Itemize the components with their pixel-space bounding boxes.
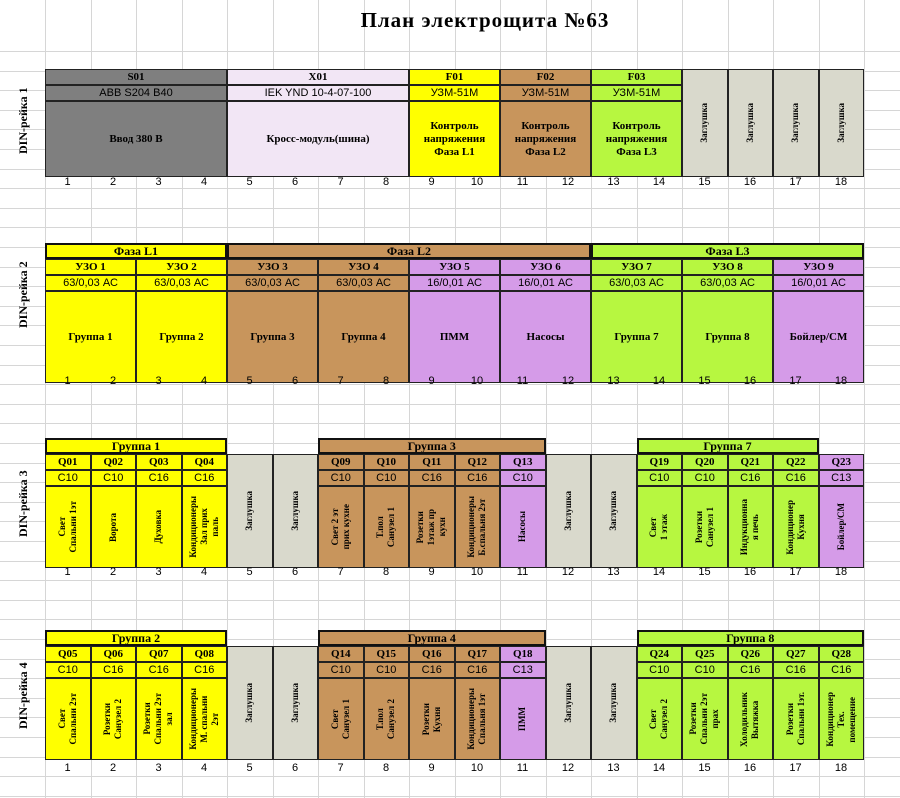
module-description-text: Группа 1 [68,330,113,343]
module-description-text: Свет Санузел 2 [648,698,670,740]
module-code: Q11 [409,454,455,470]
slot-number: 9 [428,566,435,578]
module-description [45,678,91,760]
module-description-text: Кросс-модуль(шина) [266,132,370,145]
plug-label: Заглушка [289,491,300,531]
group-header: Фаза L3 [591,243,864,259]
module-description [136,486,182,568]
module-code: Q16 [409,646,455,662]
module-description-text: Розетки Кухня [420,702,442,736]
slot-number: 10 [470,176,484,188]
module-description-text: Духовка [153,510,164,544]
module-description-text: Свет 1 этаж [648,513,670,541]
module-code: Q17 [455,646,501,662]
module-description-text: Бойлер/СМ [789,330,848,343]
slot-number: 11 [516,762,529,774]
slot-number: 13 [607,375,620,387]
slot-number: 5 [246,762,253,774]
module-description [591,101,682,177]
slot-number: 7 [337,566,344,578]
module-code: Q05 [45,646,91,662]
grid-line-horizontal [0,227,900,228]
module-description-text: Т.пол Санузел 1 [375,506,397,548]
module-description-text: Розетки 1этаж пр кухн [415,508,448,546]
slot-number: 16 [743,762,757,774]
module-description [227,291,318,383]
module-code: F02 [500,69,591,85]
module-spec: C10 [318,470,364,486]
module-description-text: Контроль напряжения Фаза L3 [605,119,668,158]
module-description-text: Кондиционеры Спальня 1эт [466,688,488,750]
module-spec: C16 [773,662,819,678]
module-description-text: Свет 2 эт прих кухне [329,504,351,550]
slot-number: 9 [428,762,435,774]
module-code: УЗО 1 [45,259,136,275]
module-description-text: ПММ [439,330,470,343]
module-spec: C16 [182,470,228,486]
module-spec: УЗМ-51М [409,85,500,101]
module-spec: C10 [45,470,91,486]
grid-line-horizontal [0,208,900,209]
module-description-text: Розетки Санузел 1 [693,506,715,548]
plug-module [273,454,319,568]
slot-number: 6 [291,176,299,188]
plug-module [591,646,637,760]
slot-number: 6 [291,375,299,387]
module-code: Q15 [364,646,410,662]
module-code: Q02 [91,454,137,470]
module-description [728,486,774,568]
slot-number: 7 [337,176,344,188]
module-spec: 63/0,03 АС [227,275,318,291]
module-code: Q14 [318,646,364,662]
plug-label: Заглушка [608,491,619,531]
module-description [409,291,500,383]
group-header: Фаза L1 [45,243,227,259]
module-spec: 16/0,01 АС [773,275,864,291]
plug-label: Заглушка [835,103,846,143]
module-code: Q06 [91,646,137,662]
grid-line-horizontal [0,188,900,189]
module-description-text: Розетки Спальни 2эт зал [142,693,175,745]
group-header: Группа 2 [45,630,227,646]
plug-label: Заглушка [562,491,573,531]
slot-number: 1 [64,762,71,774]
plug-module [728,69,774,177]
slot-number: 10 [470,762,484,774]
module-description-text: Группа 3 [250,330,295,343]
slot-number: 14 [652,762,666,774]
group-header: Группа 8 [637,630,865,646]
slot-number: 2 [109,566,117,578]
module-code: Q19 [637,454,683,470]
module-description-text: Кондиционер Кухня [784,499,806,555]
module-code: Q13 [500,454,546,470]
page-title: План электрощита №63 [360,8,610,32]
module-description-text: Насосы [517,511,528,543]
module-spec: C16 [728,470,774,486]
slot-number: 12 [561,375,575,387]
slot-number: 4 [200,375,208,387]
slot-number: 16 [743,375,757,387]
module-spec: C10 [364,662,410,678]
module-code: Q12 [455,454,501,470]
module-description-text: Бойлер/СМ [835,503,846,551]
module-description [409,101,500,177]
module-description-text: Контроль напряжения Фаза L1 [423,119,486,158]
group-header: Группа 7 [637,438,819,454]
group-header: Фаза L2 [227,243,591,259]
plug-label: Заглушка [744,103,755,143]
module-code: X01 [227,69,409,85]
slot-number: 18 [834,762,848,774]
module-description-text: Кондиционер Тех. помещение [824,691,857,747]
slot-number: 18 [834,176,848,188]
module-code: Q21 [728,454,774,470]
module-description [819,678,865,760]
slot-number: 8 [382,176,390,188]
plug-label: Заглушка [562,683,573,723]
plug-label: Заглушка [699,103,710,143]
module-spec: 16/0,01 АС [409,275,500,291]
module-spec: C16 [455,662,501,678]
module-description [637,678,683,760]
slot-number: 8 [382,375,390,387]
slot-number: 6 [291,566,299,578]
slot-number: 3 [155,762,162,774]
module-spec: C10 [637,662,683,678]
plug-label: Заглушка [608,683,619,723]
module-description [728,678,774,760]
slot-number: 15 [698,566,711,578]
slot-number: 3 [155,375,162,387]
module-description [318,291,409,383]
module-spec: C16 [773,470,819,486]
slot-number: 9 [428,375,435,387]
module-spec: C10 [500,470,546,486]
module-code: УЗО 6 [500,259,591,275]
slot-number: 11 [516,375,529,387]
plug-module [682,69,728,177]
module-description [182,678,228,760]
module-description-text: Розетки Спальни 1эт. [784,692,806,746]
module-code: Q28 [819,646,865,662]
slot-number: 14 [652,566,666,578]
module-description-text: ПММ [517,707,528,731]
module-spec: C10 [45,662,91,678]
module-spec: 63/0,03 АС [318,275,409,291]
slot-number: 11 [516,566,529,578]
slot-number: 6 [291,762,299,774]
module-description [773,486,819,568]
slot-number: 16 [743,176,757,188]
module-description-text: Кондиционеры Б.спальня 2эт [466,496,488,558]
module-spec: C16 [409,470,455,486]
din-rail-label: DIN-рейка 1 [16,87,30,155]
group-header: Группа 4 [318,630,546,646]
module-code: Q10 [364,454,410,470]
module-code: УЗО 5 [409,259,500,275]
slot-number: 12 [561,176,575,188]
grid-line-horizontal [0,423,900,424]
module-description [409,678,455,760]
module-description [364,486,410,568]
slot-number: 13 [607,762,620,774]
plug-module [227,454,273,568]
grid-line-horizontal [0,796,900,797]
slot-number: 5 [246,176,253,188]
grid-line-horizontal [0,776,900,777]
module-code: Q01 [45,454,91,470]
slot-number: 17 [789,176,802,188]
slot-number: 13 [607,176,620,188]
module-description [773,678,819,760]
slot-number: 12 [561,762,575,774]
slot-number: 1 [64,176,71,188]
module-description-text: Ворота [107,512,118,542]
slot-number: 5 [246,375,253,387]
module-description [500,678,546,760]
module-spec: C10 [91,470,137,486]
module-description [682,291,773,383]
module-spec: C10 [637,470,683,486]
module-code: Q08 [182,646,228,662]
module-code: Q03 [136,454,182,470]
module-description-text: Розетки Санузел 2 [102,698,124,740]
module-code: Q20 [682,454,728,470]
module-code: Q24 [637,646,683,662]
module-spec: C10 [682,470,728,486]
module-description-text: Кондиционеры Зал прих паль [187,496,220,558]
slot-number: 18 [834,566,848,578]
plug-label: Заглушка [244,491,255,531]
module-spec: 63/0,03 АС [45,275,136,291]
module-description-text: Холодильник Вытяжка [739,691,761,747]
module-code: Q23 [819,454,865,470]
plug-module [227,646,273,760]
slot-number: 2 [109,762,117,774]
module-spec: C16 [136,662,182,678]
module-spec: 63/0,03 АС [682,275,773,291]
module-code: Q07 [136,646,182,662]
slot-number: 16 [743,566,757,578]
module-description [591,291,682,383]
module-description-text: Индукционна я печь [739,498,761,556]
module-spec: C10 [318,662,364,678]
module-description-text: Ввод 380 В [109,132,163,145]
slot-number: 4 [200,176,208,188]
plug-module [591,454,637,568]
module-code: Q25 [682,646,728,662]
module-spec: C13 [500,662,546,678]
module-description [45,101,227,177]
slot-number: 8 [382,762,390,774]
slot-number: 8 [382,566,390,578]
slot-number: 17 [789,566,802,578]
module-description-text: Группа 8 [705,330,750,343]
module-code: УЗО 4 [318,259,409,275]
slot-number: 2 [109,176,117,188]
module-description-text: Свет Спальни 2эт [56,693,78,745]
module-spec: C16 [728,662,774,678]
module-description-text: Т.пол Санузел 2 [375,698,397,740]
module-description [773,291,864,383]
module-description [318,486,364,568]
module-description [682,678,728,760]
module-description-text: Группа 7 [614,330,659,343]
slot-number: 1 [64,566,71,578]
slot-number: 15 [698,176,711,188]
module-code: УЗО 3 [227,259,318,275]
slot-number: 7 [337,762,344,774]
module-code: Q09 [318,454,364,470]
module-description [45,486,91,568]
grid-line-horizontal [0,619,900,620]
module-spec: C16 [409,662,455,678]
slot-number: 7 [337,375,344,387]
module-spec: УЗМ-51М [500,85,591,101]
slot-number: 15 [698,375,711,387]
module-description [637,486,683,568]
module-description [500,486,546,568]
module-code: F01 [409,69,500,85]
plug-label: Заглушка [790,103,801,143]
module-description-text: Кондиционеры М. спальни 2эт [187,688,220,750]
grid-line-horizontal [0,51,900,52]
plug-module [546,454,592,568]
plug-label: Заглушка [289,683,300,723]
module-description-text: Свет Санузел 1 [329,698,351,740]
slot-number: 1 [64,375,71,387]
module-code: Q18 [500,646,546,662]
slot-number: 13 [607,566,620,578]
module-spec: C10 [364,470,410,486]
slot-number: 2 [109,375,117,387]
group-header: Группа 3 [318,438,546,454]
module-description [45,291,136,383]
module-description [364,678,410,760]
module-description-text: Группа 2 [159,330,204,343]
module-description-text: Контроль напряжения Фаза L2 [514,119,577,158]
module-description [182,486,228,568]
module-description [455,678,501,760]
module-spec: C13 [819,470,865,486]
module-description [91,678,137,760]
module-code: УЗО 7 [591,259,682,275]
module-description [136,291,227,383]
slot-number: 14 [652,375,666,387]
module-spec: C16 [819,662,865,678]
slot-number: 10 [470,375,484,387]
plug-module [819,69,865,177]
din-rail-label: DIN-рейка 4 [16,662,30,730]
slot-number: 18 [834,375,848,387]
module-spec: 16/0,01 АС [500,275,591,291]
module-spec: C10 [682,662,728,678]
module-description [500,291,591,383]
module-description-text: Свет Спальни 1эт [56,501,78,553]
module-code: Q26 [728,646,774,662]
module-description [136,678,182,760]
module-code: Q04 [182,454,228,470]
module-description [455,486,501,568]
module-spec: ABB S204 B40 [45,85,227,101]
module-spec: 63/0,03 АС [136,275,227,291]
slot-number: 14 [652,176,666,188]
grid-line-horizontal [0,600,900,601]
slot-number: 12 [561,566,575,578]
module-spec: C16 [182,662,228,678]
slot-number: 3 [155,566,162,578]
module-description [819,486,865,568]
module-description [318,678,364,760]
slot-number: 15 [698,762,711,774]
plug-module [773,69,819,177]
slot-number: 4 [200,762,208,774]
module-code: Q22 [773,454,819,470]
slot-number: 17 [789,375,802,387]
module-description [682,486,728,568]
module-description [409,486,455,568]
plug-module [273,646,319,760]
module-code: Q27 [773,646,819,662]
din-rail-label: DIN-рейка 3 [16,470,30,538]
module-code: S01 [45,69,227,85]
module-spec: C16 [455,470,501,486]
module-description [500,101,591,177]
plug-label: Заглушка [244,683,255,723]
module-spec: C16 [136,470,182,486]
plug-module [546,646,592,760]
module-code: УЗО 2 [136,259,227,275]
module-description [227,101,409,177]
grid-line-horizontal [0,580,900,581]
slot-number: 17 [789,762,802,774]
slot-number: 11 [516,176,529,188]
module-spec: УЗМ-51М [591,85,682,101]
slot-number: 3 [155,176,162,188]
grid-line-horizontal [0,404,900,405]
slot-number: 5 [246,566,253,578]
slot-number: 10 [470,566,484,578]
slot-number: 9 [428,176,435,188]
din-rail-label: DIN-рейка 2 [16,261,30,329]
module-description-text: Группа 4 [341,330,386,343]
module-description [91,486,137,568]
module-spec: C16 [91,662,137,678]
module-code: УЗО 8 [682,259,773,275]
group-header: Группа 1 [45,438,227,454]
slot-number: 4 [200,566,208,578]
module-description-text: Розетки Спальни 2эт прах [688,693,721,745]
module-spec: 63/0,03 АС [591,275,682,291]
module-code: УЗО 9 [773,259,864,275]
module-description-text: Насосы [526,330,565,343]
module-spec: IEK YND 10-4-07-100 [227,85,409,101]
module-code: F03 [591,69,682,85]
